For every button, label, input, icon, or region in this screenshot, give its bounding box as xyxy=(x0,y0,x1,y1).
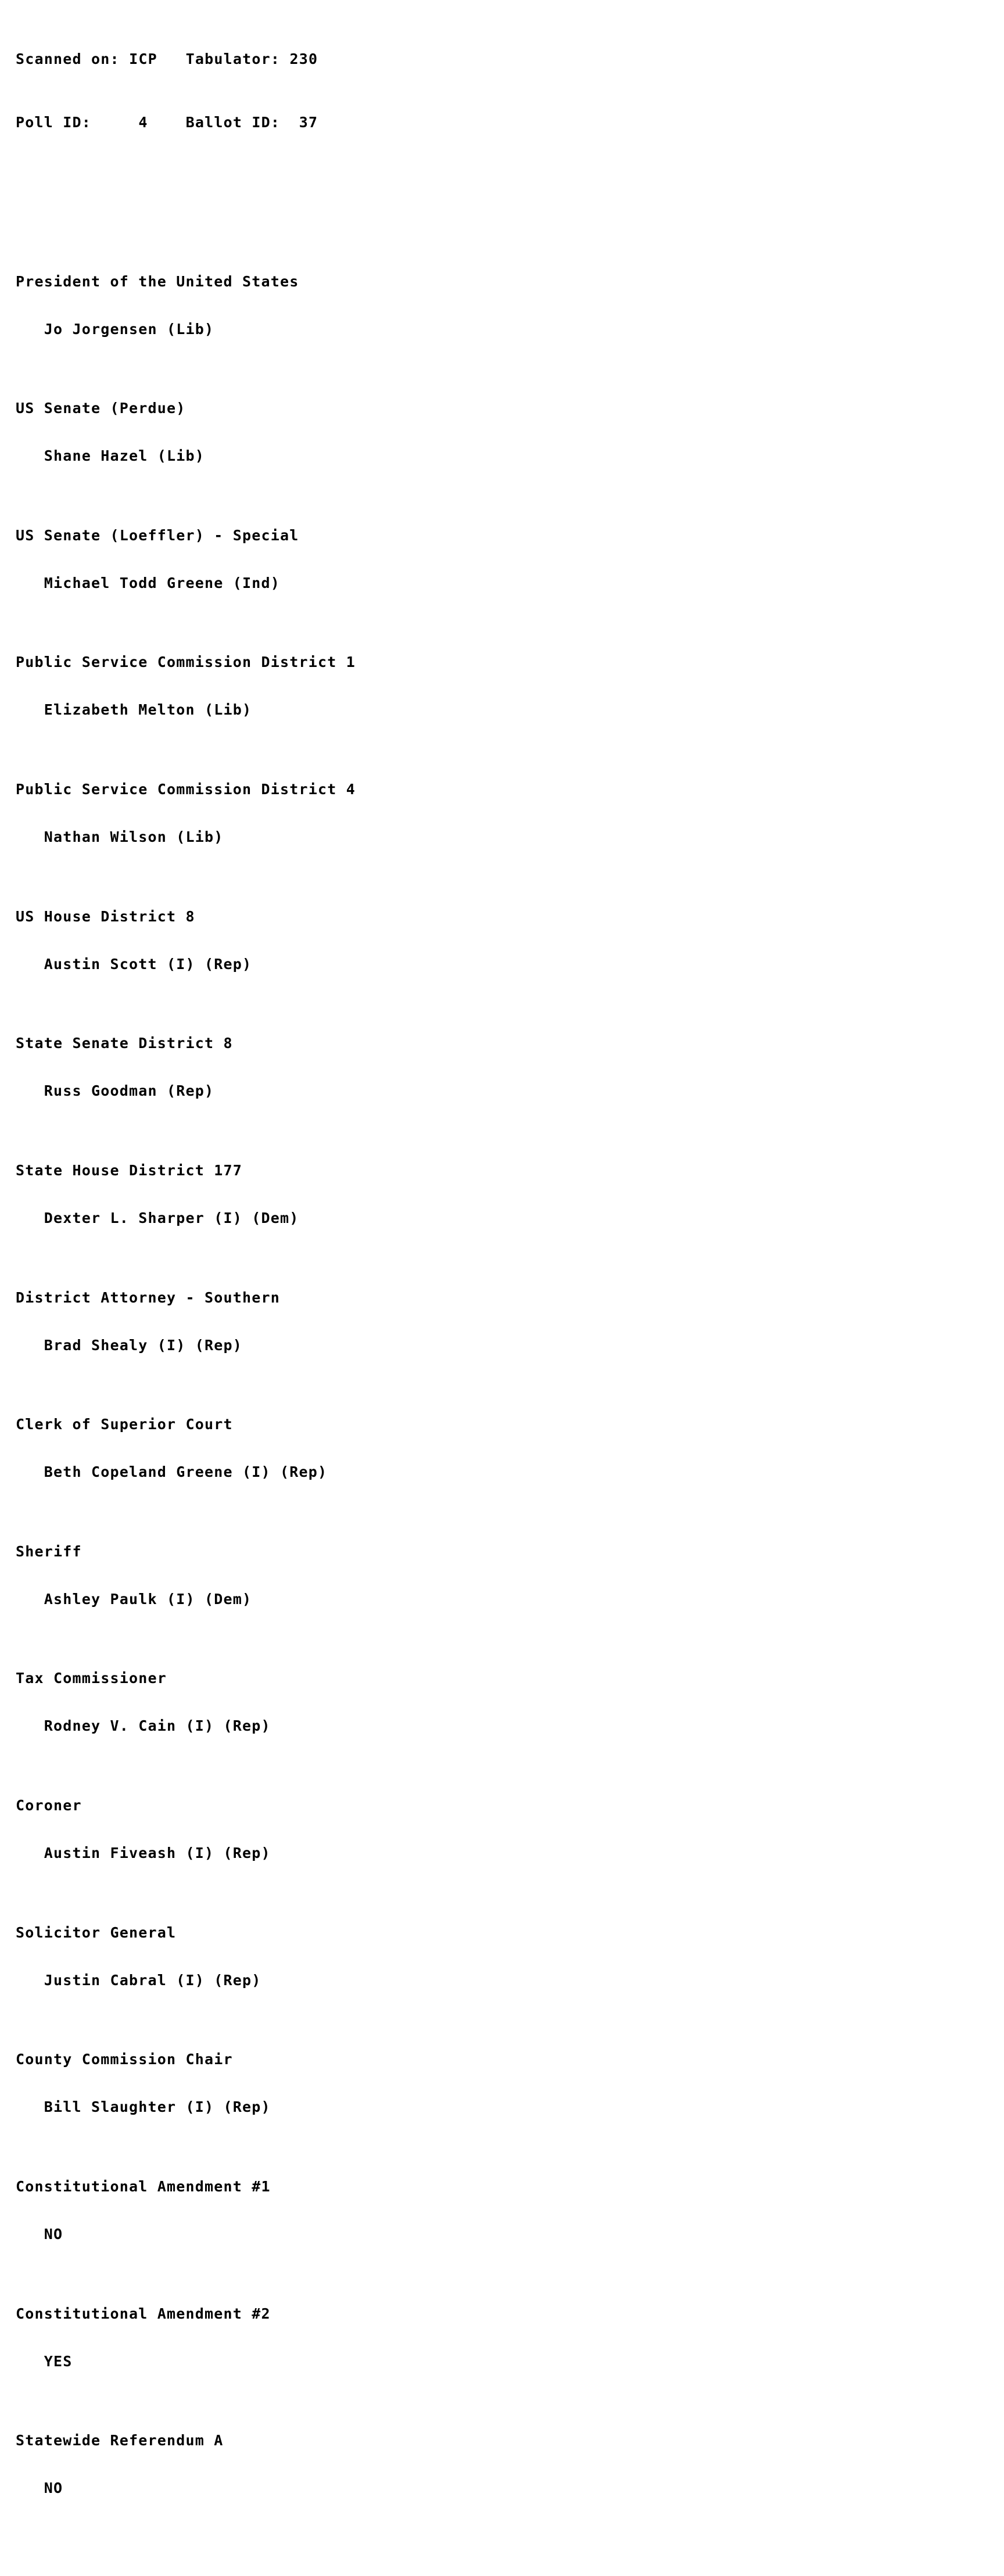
contest-title: US House District 8 xyxy=(16,907,195,925)
contest-title: Tax Commissioner xyxy=(16,1670,167,1687)
contest-title: State Senate District 8 xyxy=(16,1035,233,1052)
contest-selection: Justin Cabral (I) (Rep) xyxy=(44,1971,261,1989)
contest-block xyxy=(16,1893,1004,2020)
contest-title: Constitutional Amendment #1 xyxy=(16,2177,271,2195)
contest-block xyxy=(16,242,1004,369)
poll-info-line xyxy=(16,114,1004,130)
contest-title: Public Service Commission District 1 xyxy=(16,654,356,671)
contest-block xyxy=(16,1131,1004,1258)
contest-selection: Rodney V. Cain (I) (Rep) xyxy=(44,1717,271,1735)
contest-title: County Commission Chair xyxy=(16,2051,233,2068)
contest-block xyxy=(16,1004,1004,1131)
contest-selection: Shane Hazel (Lib) xyxy=(44,447,205,465)
contest-block xyxy=(16,496,1004,623)
contest-selection: Dexter L. Sharper (I) (Dem) xyxy=(44,1209,299,1226)
contest-block xyxy=(16,2147,1004,2274)
contest-title: Sheriff xyxy=(16,1542,82,1560)
tabulator-label: Tabulator: xyxy=(185,50,281,67)
contest-title: President of the United States xyxy=(16,272,299,290)
contest-block xyxy=(16,2274,1004,2401)
tabulator-value: 230 xyxy=(289,50,318,67)
contest-title: US Senate (Loeffler) - Special xyxy=(16,526,299,544)
poll-id-label: Poll ID: xyxy=(16,114,92,131)
contest-title: State House District 177 xyxy=(16,1161,243,1179)
contest-title: US Senate (Perdue) xyxy=(16,400,186,417)
ballot-id-label: Ballot ID: xyxy=(185,114,281,131)
contest-selection: Beth Copeland Greene (I) (Rep) xyxy=(44,1463,328,1481)
contest-title: District Attorney - Southern xyxy=(16,1289,281,1306)
contest-block xyxy=(16,1258,1004,1385)
contest-block xyxy=(16,2020,1004,2147)
contest-block xyxy=(16,623,1004,750)
contest-block xyxy=(16,2401,1004,2528)
contest-block xyxy=(16,1385,1004,1512)
contest-selection: Austin Fiveash (I) (Rep) xyxy=(44,1845,271,1862)
contest-block xyxy=(16,369,1004,496)
contest-selection: Brad Shealy (I) (Rep) xyxy=(44,1336,243,1354)
contest-selection: Nathan Wilson (Lib) xyxy=(44,828,224,846)
contest-block xyxy=(16,877,1004,1004)
contest-selection: Jo Jorgensen (Lib) xyxy=(44,320,214,338)
contest-selection: NO xyxy=(44,2225,63,2243)
contest-block xyxy=(16,749,1004,877)
contest-title: Public Service Commission District 4 xyxy=(16,781,356,798)
contest-selection: Elizabeth Melton (Lib) xyxy=(44,701,252,719)
scanned-on-label: Scanned on: xyxy=(16,50,120,67)
contest-title: Statewide Referendum A xyxy=(16,2432,224,2449)
contest-title: Constitutional Amendment #2 xyxy=(16,2305,271,2322)
contest-block xyxy=(16,1639,1004,1766)
blank-line xyxy=(16,178,1004,194)
contest-selection: Russ Goodman (Rep) xyxy=(44,1082,214,1100)
contest-selection: Michael Todd Greene (Ind) xyxy=(44,574,281,591)
contest-selection: Bill Slaughter (I) (Rep) xyxy=(44,2098,271,2116)
ballot-id-value: 37 xyxy=(299,114,318,131)
contest-title: Coroner xyxy=(16,1797,82,1814)
contest-title: Solicitor General xyxy=(16,1924,177,1941)
scanned-on-value: ICP xyxy=(129,50,157,67)
contest-title: Clerk of Superior Court xyxy=(16,1416,233,1433)
contest-selection: YES xyxy=(44,2352,73,2370)
contest-selection: NO xyxy=(44,2480,63,2497)
contest-block xyxy=(16,1766,1004,1893)
poll-id-value: 4 xyxy=(138,114,148,131)
scan-info-line xyxy=(16,51,1004,67)
contest-block xyxy=(16,1512,1004,1639)
contest-selection: Austin Scott (I) (Rep) xyxy=(44,955,252,973)
contest-selection: Ashley Paulk (I) (Dem) xyxy=(44,1590,252,1608)
